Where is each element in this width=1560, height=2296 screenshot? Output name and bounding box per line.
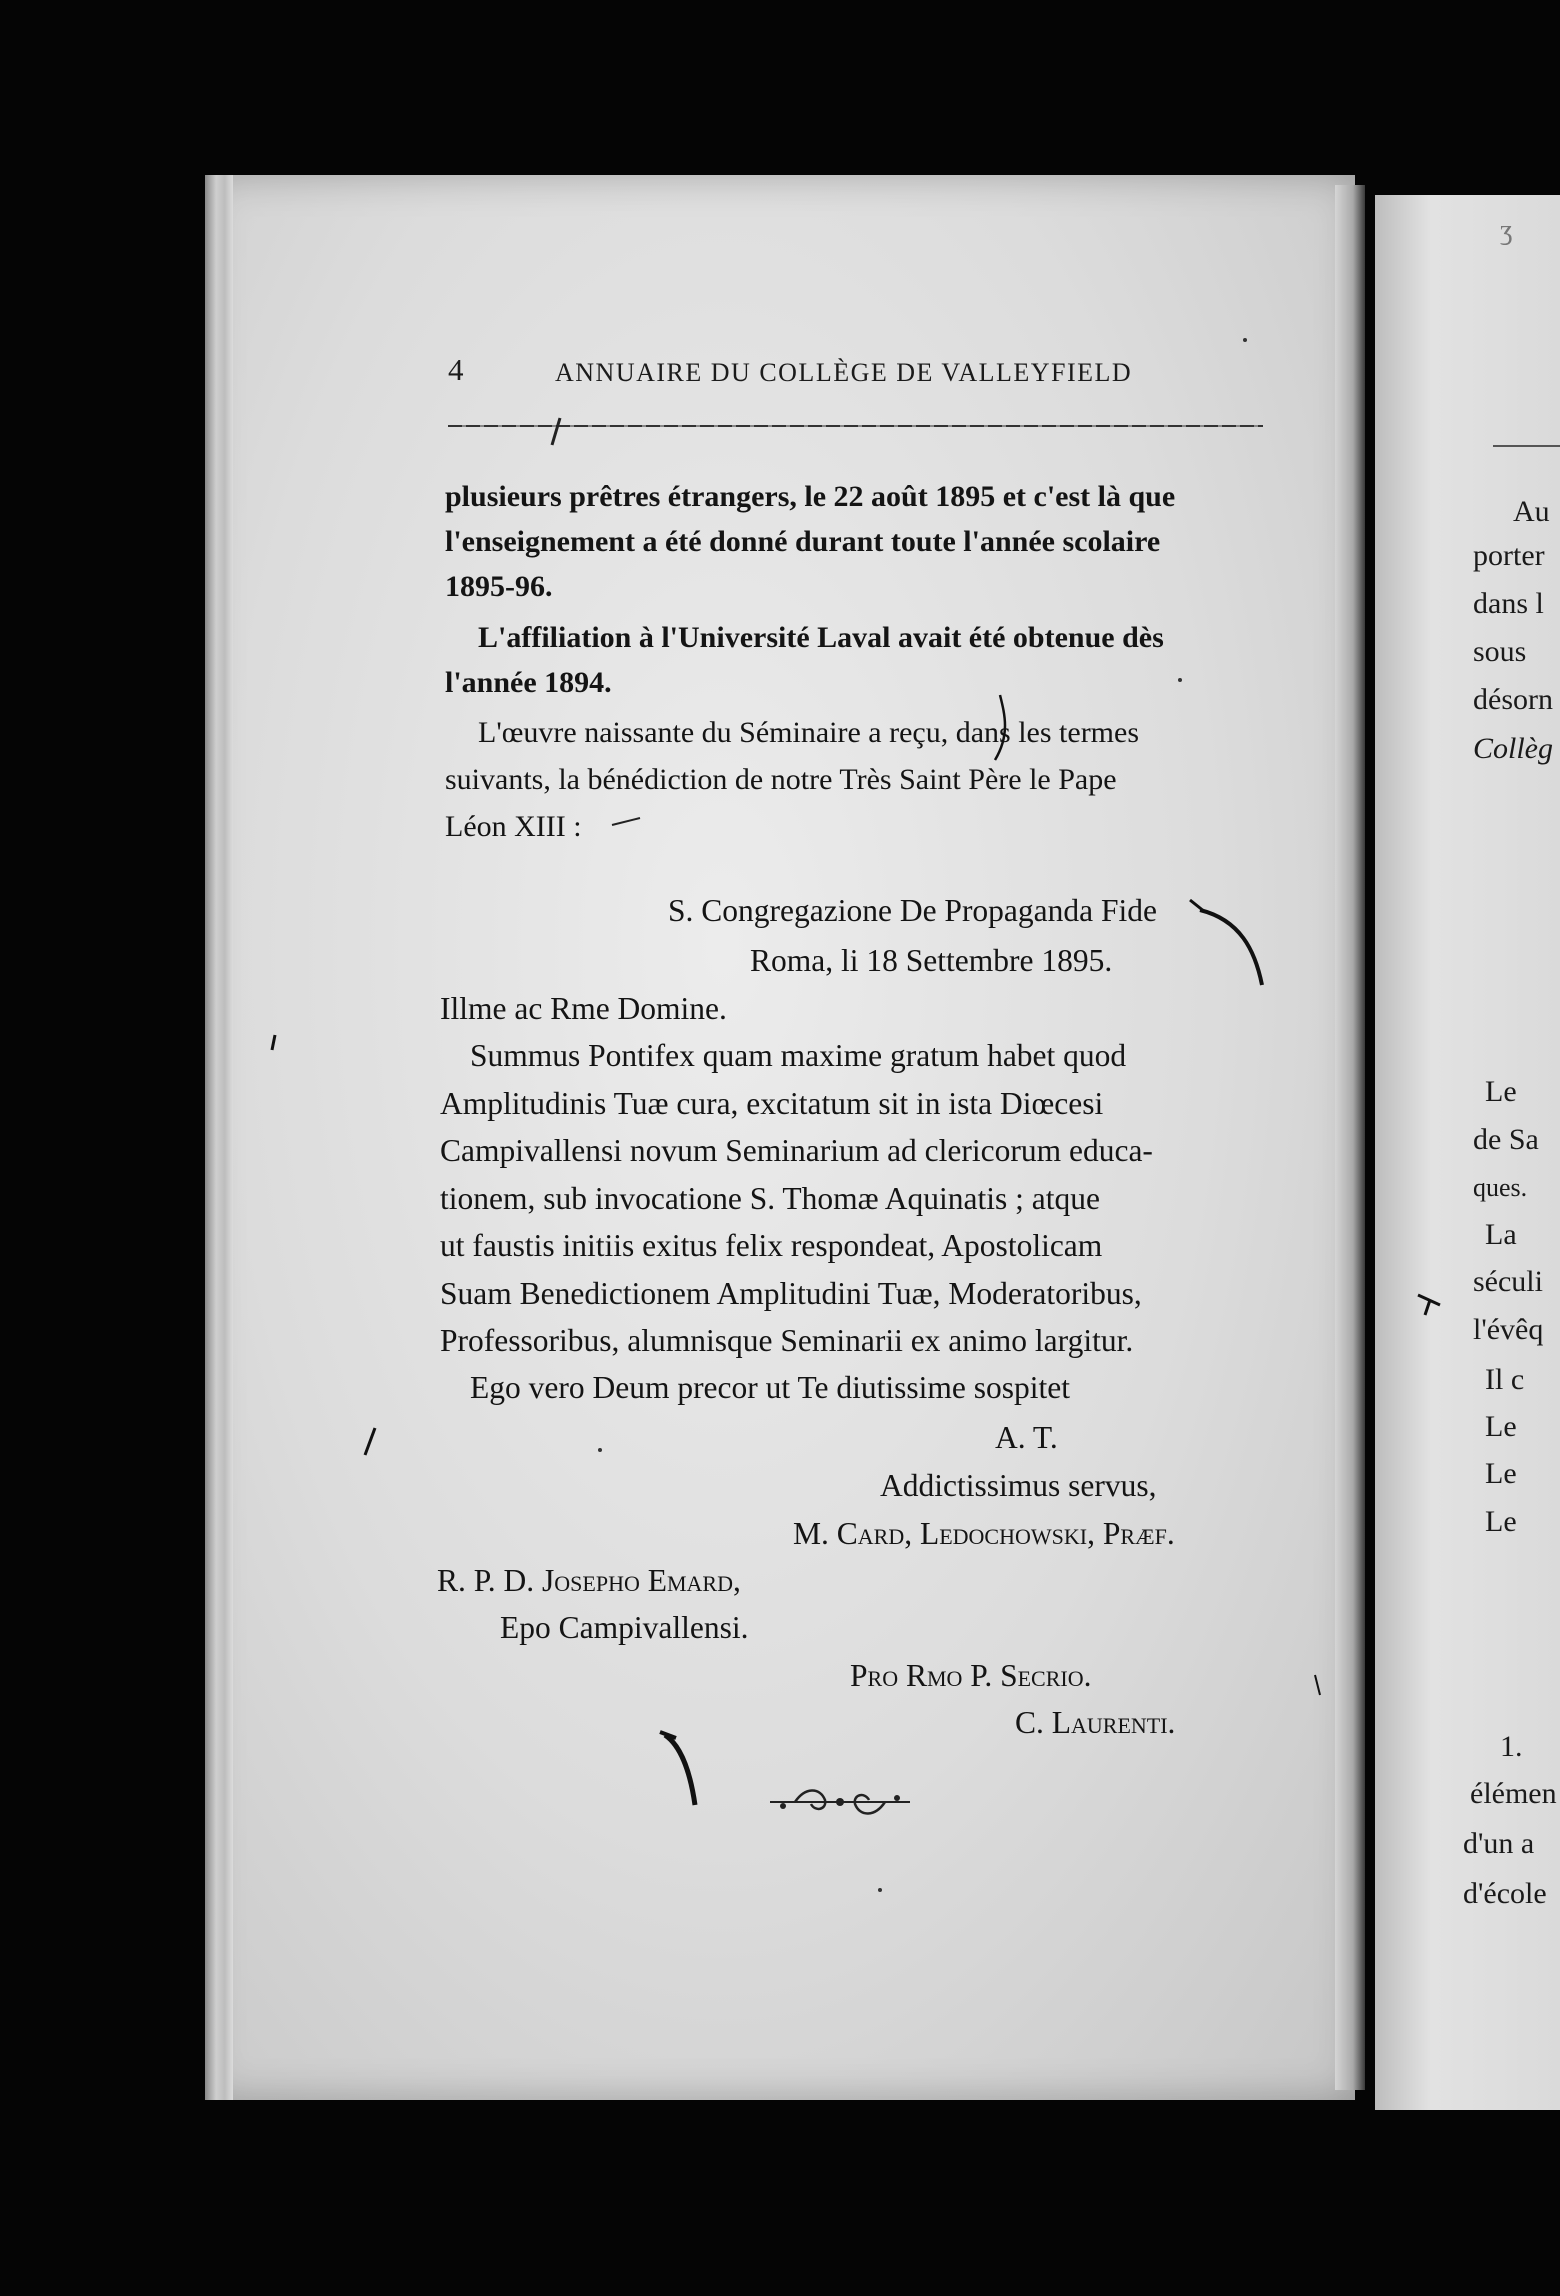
adjacent-line: La	[1485, 1218, 1517, 1251]
adjacent-line: désorn	[1473, 683, 1553, 716]
letter-heading: S. Congregazione De Propaganda Fide	[668, 893, 1158, 928]
running-title: ANNUAIRE DU COLLÈGE DE VALLEYFIELD	[555, 358, 1133, 387]
letter-line: Suam Benedictionem Amplitudini Tuæ, Moderatoribus,	[440, 1276, 1142, 1311]
letter-pro: Pro Rmo P. Secrio.	[850, 1658, 1092, 1693]
adjacent-line: Au	[1513, 495, 1550, 528]
body-line: 1895-96.	[445, 570, 553, 603]
adjacent-line: Le	[1485, 1410, 1517, 1443]
adjacent-line: l'évêq	[1473, 1313, 1544, 1346]
letter-at: A. T.	[995, 1420, 1058, 1455]
letter-addressee: R. P. D. Josepho Emard,	[437, 1563, 741, 1598]
letter-line: Ego vero Deum precor ut Te diutissime sospitet	[470, 1370, 1070, 1405]
adjacent-line: ques.	[1473, 1173, 1528, 1202]
body-line: Léon XIII :	[445, 810, 582, 843]
adjacent-line: d'un a	[1463, 1827, 1535, 1860]
body-line: plusieurs prêtres étrangers, le 22 août 1895 et c'est là que	[445, 480, 1176, 513]
adjacent-line: Le	[1485, 1457, 1517, 1490]
letter-line: Summus Pontifex quam maxime gratum habet quod	[470, 1038, 1127, 1073]
adjacent-line: 1.	[1500, 1730, 1523, 1763]
body-line: L'œuvre naissante du Séminaire a reçu, dans les termes	[478, 716, 1140, 749]
page-mark: ʒ	[1500, 215, 1513, 246]
letter-salutation: Illme ac Rme Domine.	[440, 991, 727, 1026]
letter-line: ut faustis initiis exitus felix respondeat, Apostolicam	[440, 1228, 1103, 1263]
adjacent-line: d'école	[1463, 1877, 1547, 1910]
adjacent-line: Le	[1485, 1075, 1517, 1108]
letter-date: Roma, li 18 Settembre 1895.	[750, 943, 1113, 978]
adjacent-line: Le	[1485, 1505, 1517, 1538]
page-number: 4	[448, 352, 464, 387]
adjacent-line: porter	[1473, 539, 1545, 572]
letter-addressee: Epo Campivallensi.	[500, 1610, 749, 1645]
letter-line: Professoribus, alumnisque Seminarii ex animo largitur.	[440, 1323, 1134, 1358]
body-line: L'affiliation à l'Université Laval avait été obtenue dès	[478, 621, 1164, 654]
adjacent-line: Il c	[1485, 1363, 1525, 1396]
body-line: suivants, la bénédiction de notre Très Saint Père le Pape	[445, 763, 1117, 796]
letter-signature: M. Card, Ledochowski, Præf.	[793, 1516, 1175, 1551]
letter-line: Amplitudinis Tuæ cura, excitatum sit in ista Diœcesi	[440, 1086, 1104, 1121]
letter-line: tionem, sub invocatione S. Thomæ Aquinatis ; atque	[440, 1181, 1100, 1216]
body-line: l'enseignement a été donné durant toute l'année scolaire	[445, 525, 1161, 558]
adjacent-line: sous	[1473, 635, 1527, 668]
body-line: l'année 1894.	[445, 666, 612, 699]
adjacent-line: séculi	[1473, 1265, 1543, 1298]
adjacent-line: élémen	[1470, 1777, 1557, 1810]
adjacent-line: dans l	[1473, 587, 1544, 620]
adjacent-line: de Sa	[1473, 1123, 1539, 1156]
adjacent-line: Collèg	[1473, 732, 1553, 765]
letter-closing: Addictissimus servus,	[880, 1468, 1157, 1503]
letter-signature: C. Laurenti.	[1015, 1705, 1176, 1740]
letter-line: Campivallensi novum Seminarium ad clericorum educa-	[440, 1133, 1153, 1168]
